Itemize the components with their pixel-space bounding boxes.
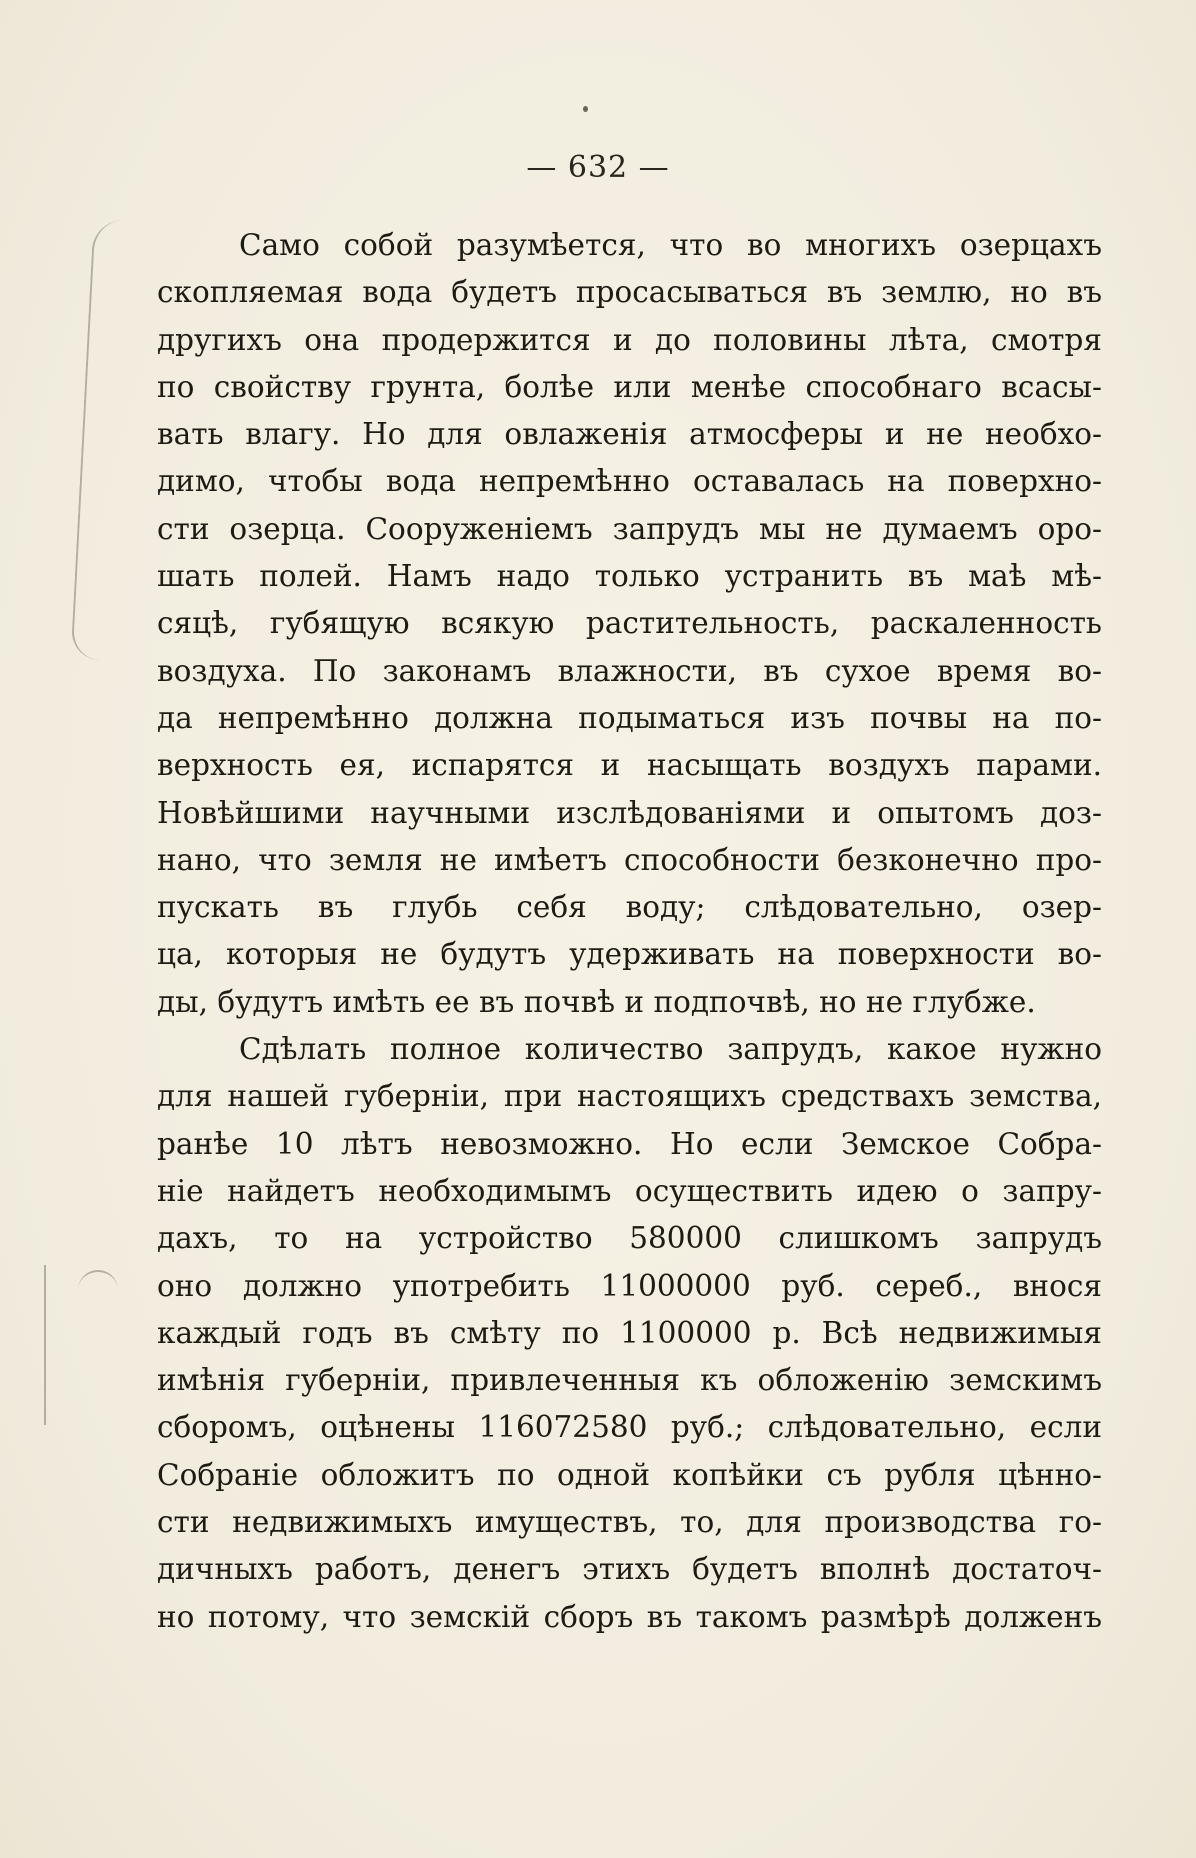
text-line: по свойству грунта, болѣе или менѣе способнаго всасы- xyxy=(157,369,1102,404)
margin-pencil-mark xyxy=(44,1265,54,1425)
text-line: димо, чтобы вода непремѣнно оставалась на поверхно- xyxy=(157,464,1102,499)
text-line: вать влагу. Но для овлаженія атмосферы и не необхо- xyxy=(157,417,1102,452)
margin-pencil-mark xyxy=(70,220,125,660)
text-line: нано, что земля не имѣетъ способности безконечно про- xyxy=(157,842,1102,877)
text-line: сборомъ, оцѣнены 116072580 руб.; слѣдовательно, если xyxy=(157,1410,1102,1445)
text-line: имѣнія губерніи, привлеченныя къ обложенію земскимъ xyxy=(157,1363,1102,1398)
text-line: верхность ея, испарятся и насыщать воздухъ парами. xyxy=(157,748,1102,783)
text-line: оно должно употребить 11000000 руб. сереб., внося xyxy=(157,1268,1102,1303)
text-line: дичныхъ работъ, денегъ этихъ будетъ вполнѣ достаточ- xyxy=(157,1552,1102,1587)
ink-speck xyxy=(583,106,588,112)
body-text xyxy=(157,222,1102,1641)
text-line: ранѣе 10 лѣтъ невозможно. Но если Земское Собра- xyxy=(157,1126,1102,1161)
text-line: скопляемая вода будетъ просасываться въ землю, но въ xyxy=(157,275,1102,310)
page-number: — 632 — xyxy=(526,150,670,185)
text-line: да непремѣнно должна подыматься изъ почвы на по- xyxy=(157,700,1102,735)
text-line: сяцѣ, губящую всякую растительность, раскаленность xyxy=(157,606,1102,641)
text-line: Собраніе обложитъ по одной копѣйки съ рубля цѣнно- xyxy=(157,1457,1102,1492)
text-line: Само собой разумѣется, что во многихъ озерцахъ xyxy=(239,228,1102,262)
text-line: Сдѣлать полное количество запрудъ, какое нужно xyxy=(239,1032,1102,1067)
text-line: сти недвижимыхъ имуществъ, то, для производства го- xyxy=(157,1505,1102,1540)
text-line: для нашей губерніи, при настоящихъ средствахъ земства, xyxy=(157,1079,1102,1114)
text-line: дахъ, то на устройство 580000 слишкомъ запрудъ xyxy=(157,1221,1102,1256)
text-line: каждый годъ въ смѣту по 1100000 р. Всѣ недвижимыя xyxy=(157,1315,1102,1350)
text-line: ніе найдетъ необходимымъ осуществить идею о запру- xyxy=(157,1173,1102,1208)
margin-pencil-mark xyxy=(78,1270,118,1292)
text-line: воздуха. По законамъ влажности, въ сухое время во- xyxy=(157,653,1102,688)
text-line: другихъ она продержится и до половины лѣта, смотря xyxy=(157,322,1102,357)
text-line: сти озерца. Сооруженіемъ запрудъ мы не думаемъ оро- xyxy=(157,511,1102,546)
text-line: но потому, что земскій сборъ въ такомъ размѣрѣ долженъ xyxy=(157,1599,1102,1634)
text-line: Новѣйшими научными изслѣдованіями и опытомъ доз- xyxy=(157,795,1102,830)
text-line: пускать въ глубь себя воду; слѣдовательно, озер- xyxy=(157,890,1102,925)
text-line: ца, которыя не будутъ удерживать на поверхности во- xyxy=(157,937,1102,972)
text-line: шать полей. Намъ надо только устранить въ маѣ мѣ- xyxy=(157,559,1102,594)
text-line: ды, будутъ имѣть ее въ почвѣ и подпочвѣ, но не глубже. xyxy=(157,984,1036,1019)
